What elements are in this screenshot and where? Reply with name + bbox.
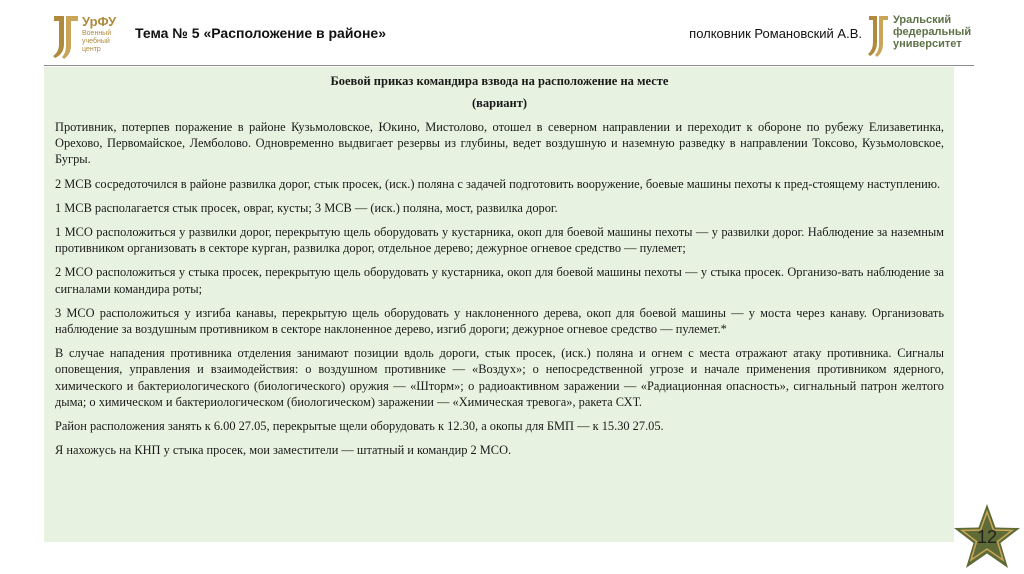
- paragraph-platoon-task: 2 МСВ сосредоточился в районе развилка дорог, стык просек, (иск.) поляна с задачей подготовить вооружение, боевые машины пехоты к пред-стоящему наступлению.: [55, 176, 941, 191]
- paragraph-enemy: Противник, потерпев поражение в районе Кузьмоловское, Юкино, Мистолово, отошел в северном направлении и переходит к обороне по рубежу Елизаветинка, Орехово, Первомайское, Лемболово. Одновременно выдвигает резервы из глубины, ведет воздушную и наземную разведку в направлении Токсово, Кузьмоловское, Бугры.: [55, 120, 944, 167]
- header-divider: [44, 65, 974, 66]
- paragraph-squad-1: 1 МСО расположиться у развилки дорог, перекрытую щель оборудовать у кустарника, окоп для боевой машины пехоты — у развилки дорог. Наблюдение за наземным противником организовать в секторе курган, развилка дорог, отдельное дерево; дежурное огневое средство — пулемет;: [55, 225, 944, 256]
- document-subtitle: (вариант): [471, 96, 528, 110]
- university-name-line: университет: [893, 38, 962, 50]
- university-logo: [867, 14, 987, 58]
- instructor-name: полковник Романовский А.В.: [689, 26, 862, 41]
- university-name: [893, 14, 971, 50]
- header: [0, 0, 1024, 66]
- topic-title: Тема № 5 «Расположение в районе»: [135, 25, 387, 41]
- brand-name: УрФУ: [82, 14, 117, 29]
- document-title: Боевой приказ командира взвода на расположение на месте: [330, 74, 669, 88]
- urfu-emblem-icon: [50, 14, 80, 60]
- paragraph-deadlines: Район расположения занять к 6.00 27.05, перекрытые щели оборудовать к 12.30, а окопы для БМП — к 15.30 27.05.: [55, 419, 664, 434]
- page-number-badge: [952, 503, 1022, 571]
- university-name-line: федеральный: [893, 26, 972, 38]
- paragraph-neighbors: 1 МСВ располагается стык просек, овраг, кусты; 3 МСВ — (иск.) поляна, мост, развилка дорог.: [55, 200, 558, 215]
- paragraph-signals: В случае нападения противника отделения занимают позиции вдоль дороги, стык просек, (иск.) поляна и огнем с места отражают атаку противника. Сигналы оповещения, управления и взаимодействия: о воздушном противнике — «Воздух»; о непосредственной угрозе и начале применения противником ядерного, химического и бактериологического (биологического) оружия — «Шторм»; о радиоактивном заражении — «Радиационная опасность», сигнальный патрон желтого дыма; о химическом и бактериологическом (биологическом) заражении — «Химическая тревога», ракета СХТ.: [55, 346, 944, 409]
- urfu-logo: [50, 14, 122, 60]
- brand-subtitle: Военный учебный центр: [82, 30, 112, 53]
- order-document: [44, 67, 954, 542]
- university-name-line: Уральский: [893, 14, 952, 26]
- university-emblem-icon: [867, 14, 889, 58]
- page-number: 12: [976, 527, 998, 547]
- paragraph-squad-3: 3 МСО расположиться у изгиба канавы, перекрытую щель оборудовать у наклоненного дерева, окоп для боевой машины — у моста через канаву. Организовать наблюдение за воздушным противником в секторе наклоненное дерево, изгиб дороги; дежурное огневое средство — пулемет.*: [55, 305, 944, 337]
- paragraph-squad-2: 2 МСО расположиться у стыка просек, перекрытую щель оборудовать у кустарника, окоп для боевой машины пехоты — у стыка просек. Организо-вать наблюдение за сигналами командира роты;: [55, 265, 944, 296]
- paragraph-command-post: Я нахожусь на КНП у стыка просек, мои заместители — штатный и командир 2 МСО.: [55, 443, 512, 458]
